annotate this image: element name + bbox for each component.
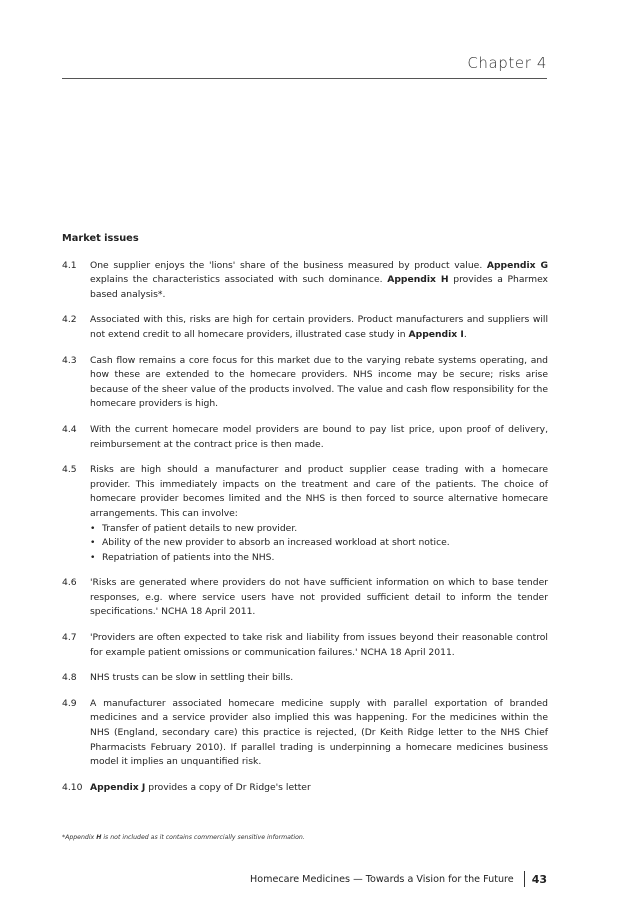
appendix-ref: H [96,834,102,841]
paragraph-number: 4.5 [62,464,77,476]
text-run: provides a copy of Dr Ridge's letter [145,781,311,793]
footer-title-main: Homecare Medicines [250,873,351,885]
paragraph-number: 4.2 [62,314,77,326]
paragraph-number: 4.9 [62,697,77,709]
paragraph-text: Cash flow remains a core focus for this market due to the varying rebate systems operating, and how these are extended to the homecare providers. NHS income may be secure; risks arise because of the sheer value of the products involved. The value and cash flow responsibility for the homecare providers is high. [90,354,548,410]
text-run: One supplier enjoys the 'lions' share of the business measured by product value. [90,259,487,271]
page-number: 43 [531,872,547,886]
footer-separator [524,871,525,887]
paragraph-number: 4.3 [62,354,77,366]
paragraph-text: NHS trusts can be slow in settling their bills. [90,672,294,684]
paragraph-text: With the current homecare model providers are bound to pay list price, upon proof of delivery, reimbursement at the contract price is then made. [90,423,548,450]
appendix-ref: Appendix G [486,259,548,271]
paragraph-4-8 [62,671,548,686]
paragraph-4-7 [62,631,548,660]
chapter-title: Chapter 4 [467,54,547,72]
paragraph-4-10 [62,781,548,796]
header-rule [62,78,547,79]
paragraph-4-4 [62,423,548,452]
section-heading: Market issues [62,233,139,244]
list-item: • Ability of the new provider to absorb an increased workload at short notice. [90,536,548,551]
text-run: explains the characteristics associated with such dominance. [90,274,388,286]
paragraph-number: 4.6 [62,577,77,589]
paragraph-number: 4.4 [62,423,77,435]
paragraph-text: 'Providers are often expected to take risk and liability from issues beyond their reasonable control for example patient omissions or communication failures.' NCHA 18 April 2011. [90,632,548,658]
list-item: • Repatriation of patients into the NHS. [90,551,548,566]
paragraph-number: 4.7 [62,632,77,644]
paragraph-text [90,259,548,303]
paragraph-4-2 [62,313,548,342]
paragraph-4-9 [62,697,548,770]
appendix-ref: Appendix I [408,328,464,340]
paragraph-text [90,463,548,565]
paragraph-text: A manufacturer associated homecare medicine supply with parallel exportation of branded medicines and a service provider also implied this was happening. For the medicines within the NHS (England, secondary care) this practice is rejected, (Dr Keith Ridge letter to the NHS Chief Pharmacists February 2010). If parallel trading is underpinning a homecare medicines business model it implies an unquantified risk. [90,697,548,768]
appendix-ref: Appendix H [387,274,449,286]
paragraph-text: 'Risks are generated where providers do not have sufficient information on which to base tender responses, e.g. where service users have not provided sufficient detail to inform the tender specifications.' NCHA 18 April 2011. [90,577,548,618]
appendix-ref: Appendix J [90,781,146,793]
main-content [62,232,548,806]
bullet-list [90,522,548,566]
paragraph-number: 4.10 [62,781,83,793]
page-footer [250,871,547,887]
text-run: *Appendix [62,834,97,841]
text-run: provides a Pharmex based analysis*. [90,274,548,300]
paragraph-4-6 [62,576,548,620]
footer-title [250,874,514,885]
text-run: Associated with this, risks are high for certain providers. Product manufacturers and suppliers will not extend credit to all homecare providers, illustrated case study in [90,314,548,340]
text-run: Risks are high should a manufacturer and product supplier cease trading with a homecare provider. This immediately impacts on the treatment and care of the patients. The choice of homecare provider becomes limited and the NHS is then forced to source alternative homecare arrangements. This can involve: [90,464,548,519]
paragraph-4-3 [62,354,548,412]
paragraph-4-1 [62,259,548,303]
paragraph-number: 4.1 [62,259,77,271]
paragraph-number: 4.8 [62,672,77,684]
paragraph-text [90,313,548,342]
paragraph-text [90,781,548,796]
text-run: is not included as it contains commercially sensitive information. [101,834,305,841]
list-item: • Transfer of patient details to new provider. [90,522,548,537]
footer-title-rest: — Towards a Vision for the Future [350,873,514,885]
paragraph-4-5 [62,463,548,565]
text-run: . [463,328,467,340]
footnote [62,834,305,841]
